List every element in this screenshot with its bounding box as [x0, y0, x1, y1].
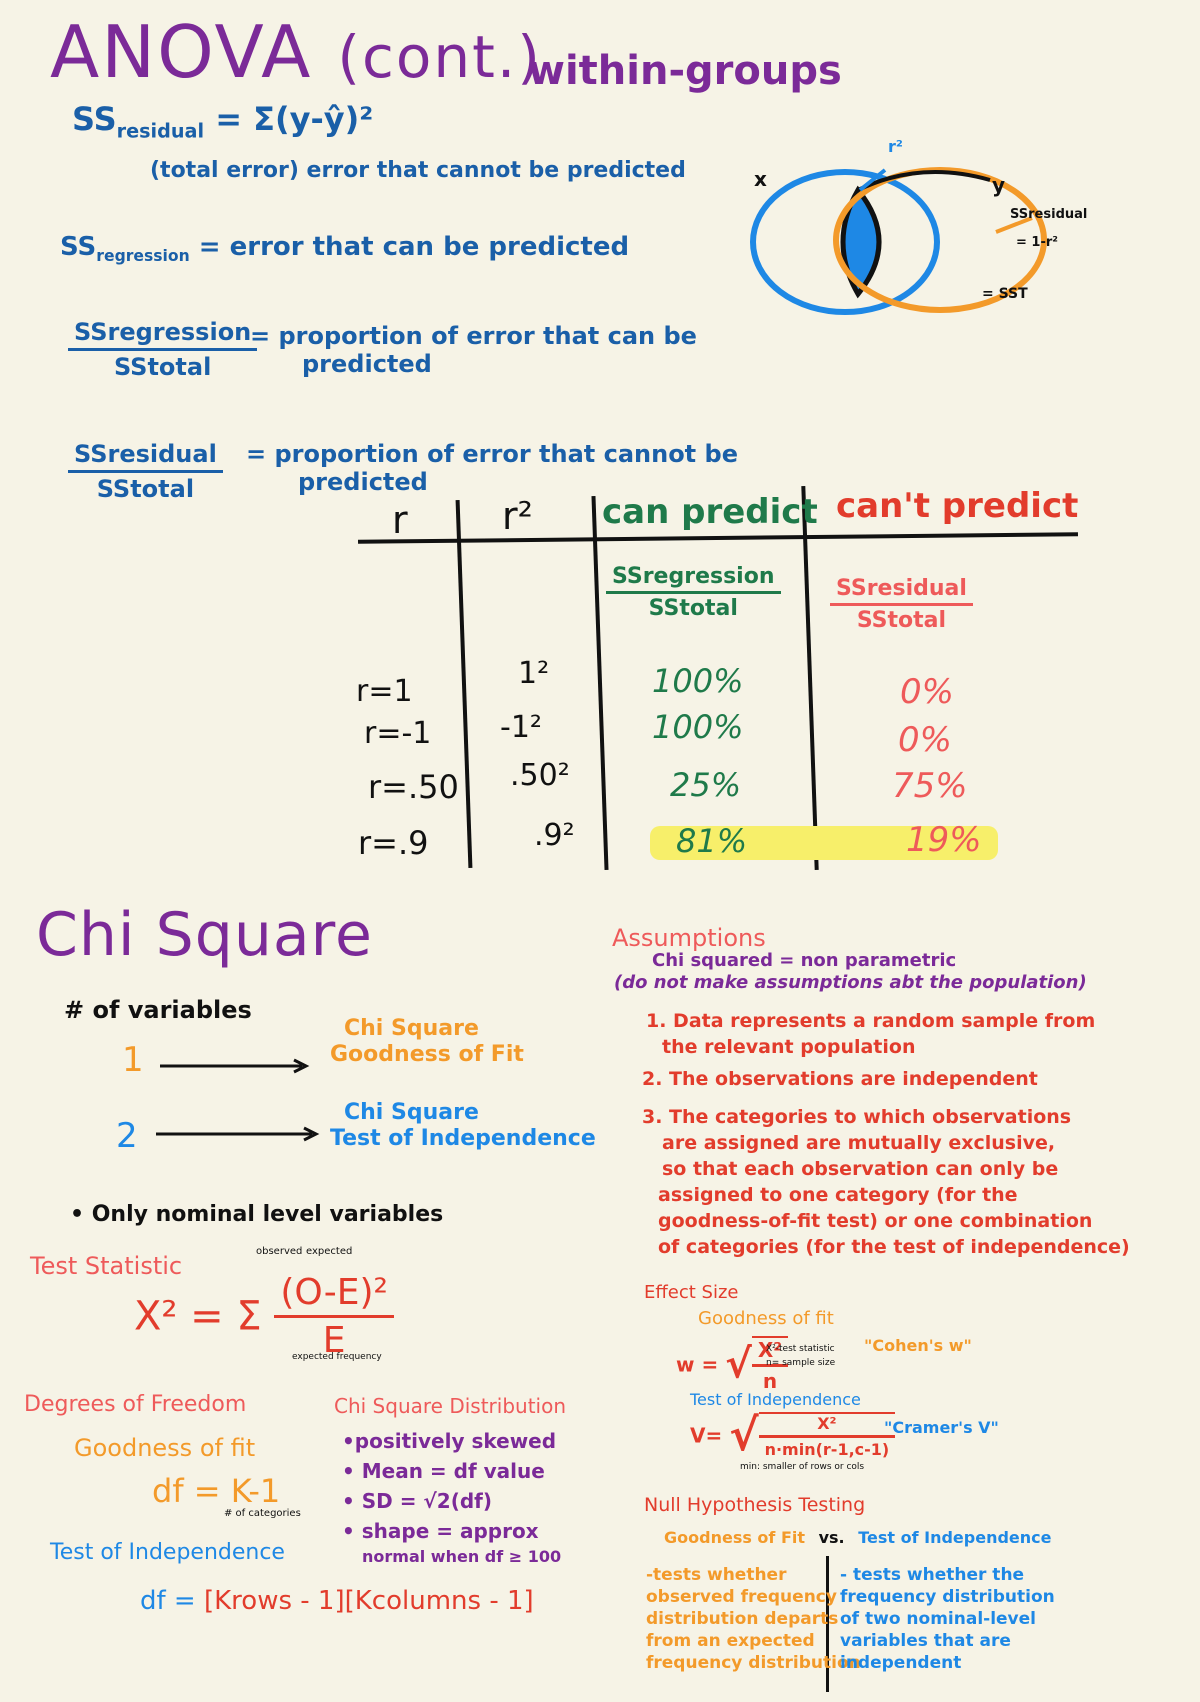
within-groups-label: within-groups [528, 48, 842, 94]
arrow-one [160, 1058, 312, 1078]
toi-df [140, 1586, 534, 1616]
fraction-2-num: SSresidual [68, 440, 223, 473]
cramers-v-formula [690, 1410, 895, 1461]
dist-item-2: • Mean = df value [342, 1459, 545, 1483]
assumptions-line-1: Chi squared = non parametric [652, 950, 957, 971]
assumption-3b: are assigned are mutually exclusive, [662, 1132, 1056, 1154]
table-row-2-can: 100% [652, 708, 744, 746]
ss-residual-formula [72, 100, 373, 142]
venn-x-label: x [754, 167, 767, 191]
dist-item-5: normal when df ≥ 100 [362, 1547, 562, 1566]
header-r2: r² [502, 494, 533, 538]
dist-item-3: • SD = √2(df) [342, 1489, 492, 1513]
v-num: X² [759, 1414, 896, 1438]
w-note-2: n= sample size [766, 1358, 836, 1368]
null-hypothesis-title: Null Hypothesis Testing [644, 1494, 866, 1516]
can-fraction-frac [606, 564, 781, 621]
cant-fraction-num: SSresidual [830, 576, 973, 606]
table-col-rule-3 [801, 486, 818, 870]
null-toi: Test of Independence [858, 1528, 1052, 1547]
fraction-1-text [250, 322, 697, 378]
ss-residual-sub: residual [116, 119, 205, 143]
arrow-one-icon [160, 1058, 312, 1074]
effect-gof-label: Goodness of fit [698, 1308, 834, 1329]
table-row-1-can: 100% [652, 662, 744, 700]
degrees-freedom-label: Degrees of Freedom [24, 1392, 247, 1417]
null-right-2: frequency distribution [840, 1587, 1055, 1607]
fraction-residual-total [68, 440, 223, 503]
w-note-1: X²-test statistic [766, 1344, 835, 1354]
fraction-2-text [246, 440, 738, 496]
null-vs: vs. [818, 1528, 845, 1547]
chi-square-title: Chi Square [36, 900, 373, 970]
can-fraction-num: SSregression [606, 564, 781, 594]
null-left-3: distribution departs [646, 1609, 839, 1629]
two-target-2: Test of Independence [330, 1126, 596, 1151]
null-left-description [646, 1564, 861, 1674]
venn-ss-total-label: = SST [982, 286, 1028, 302]
effect-size-title: Effect Size [644, 1282, 739, 1303]
null-gof: Goodness of Fit [664, 1528, 806, 1547]
fraction-1-num: SSregression [68, 318, 257, 351]
cant-fraction-frac [830, 576, 973, 633]
ss-residual-rhs: = Σ(y-ŷ)² [215, 100, 374, 138]
assumption-1a: 1. Data represents a random sample from [646, 1010, 1096, 1032]
ss-residual-note: (total error) error that cannot be predicted [150, 158, 686, 183]
table-row-3-r2: .50² [510, 758, 570, 793]
v-frac [759, 1412, 896, 1459]
fraction-1-den: SStotal [113, 353, 212, 381]
null-right-description [840, 1564, 1055, 1674]
null-right-1: - tests whether the [840, 1565, 1025, 1585]
table-header-rule [358, 532, 1078, 544]
null-right-5: independent [840, 1653, 962, 1673]
observed-label: observed [256, 1246, 303, 1257]
anova-title-text: ANOVA [50, 10, 313, 94]
assumption-3f: of categories (for the test of independence) [658, 1236, 1130, 1258]
w-sqrt-icon: √ [725, 1341, 752, 1388]
null-left-5: frequency distribution [646, 1653, 861, 1673]
w-lhs: w = [676, 1352, 719, 1377]
table-row-4-can: 81% [676, 822, 748, 860]
header-cant-predict: can't predict [836, 486, 1079, 526]
w-notes [766, 1342, 835, 1370]
effect-toi-label: Test of Independence [690, 1390, 861, 1409]
one-target-1: Chi Square [344, 1016, 479, 1041]
ss-regression-formula [60, 232, 629, 265]
venn-diagram [740, 130, 1100, 330]
assumptions-title: Assumptions [612, 924, 766, 952]
table-col-rule-2 [591, 496, 608, 870]
assumption-1b: the relevant population [662, 1036, 916, 1058]
chi-formula-lhs: X² = Σ [134, 1293, 262, 1340]
table-row-4-r2: .9² [534, 818, 575, 853]
null-comparison-header [664, 1528, 1051, 1547]
table-row-2-r: r=-1 [364, 716, 432, 751]
num-variables-label: # of variables [64, 996, 252, 1024]
fraction-1 [68, 318, 257, 381]
table-row-3-can: 25% [670, 766, 742, 804]
assumptions-list [642, 1008, 1130, 1260]
can-fraction [606, 564, 781, 621]
v-note: min: smaller of rows or cols [740, 1462, 865, 1472]
two-target-1: Chi Square [344, 1100, 479, 1125]
assumption-3d: assigned to one category (for the [658, 1184, 1018, 1206]
fraction-1-text-1: = proportion of error that can be [250, 322, 697, 350]
table-col-rule-1 [456, 500, 473, 868]
null-right-4: variables that are [840, 1631, 1011, 1651]
fraction-2-den: SStotal [96, 475, 195, 503]
chi-formula [134, 1272, 394, 1361]
table-row-1-r2: 1² [518, 656, 550, 691]
cant-fraction [830, 576, 973, 633]
toi-df-lhs: df = [140, 1586, 196, 1616]
test-statistic-label: Test Statistic [30, 1252, 183, 1280]
assumptions-line-2: (do not make assumptions abt the population) [614, 972, 1087, 993]
cramers-v-name: "Cramer's V" [884, 1418, 999, 1437]
null-left-2: observed frequency [646, 1587, 837, 1607]
venn-one-minus-r2: = 1-r² [1016, 235, 1058, 250]
gof-df-note: # of categories [224, 1508, 301, 1519]
table-row-4-cant: 19% [906, 820, 982, 860]
ss-regression-rhs: = error that can be predicted [198, 232, 630, 262]
venn-ss-residual-label: SSresidual [1010, 207, 1088, 222]
header-can-predict: can predict [602, 492, 818, 532]
one-variable: 1 [122, 1040, 144, 1080]
arrow-two-icon [156, 1126, 322, 1142]
can-fraction-den: SStotal [648, 596, 738, 621]
null-right-3: of two nominal-level [840, 1609, 1036, 1629]
header-r: r [392, 498, 408, 542]
fraction-2 [68, 440, 223, 503]
anova-title [50, 10, 542, 94]
table-row-1-cant: 0% [900, 672, 954, 712]
ss-regression-lhs: SS [60, 232, 97, 262]
one-target-2: Goodness of Fit [330, 1042, 524, 1067]
ss-regression-sub: regression [96, 247, 190, 266]
v-sqrt-icon: √ [729, 1410, 759, 1461]
table-row-2-r2: -1² [500, 710, 542, 745]
assumption-3e: goodness-of-fit test) or one combination [658, 1210, 1093, 1232]
arrow-two [156, 1126, 322, 1146]
chi-formula-den: E [322, 1320, 346, 1361]
toi-df-rhs: [Krows - 1][Kcolumns - 1] [203, 1586, 534, 1616]
fraction-regression-total [68, 318, 257, 381]
table-row-4-r: r=.9 [358, 824, 429, 862]
two-target [330, 1100, 596, 1152]
venn-y-label: y [992, 173, 1006, 197]
table-row-1-r: r=1 [356, 674, 413, 709]
null-left-1: -tests whether [646, 1565, 787, 1585]
toi-label: Test of Independence [50, 1540, 285, 1565]
assumption-3c: so that each observation can only be [662, 1158, 1059, 1180]
fraction-1-text-2: predicted [302, 350, 432, 378]
chi-formula-frac [274, 1272, 394, 1361]
assumption-3a: 3. The categories to which observations [642, 1106, 1072, 1128]
null-left-4: from an expected [646, 1631, 815, 1651]
ss-residual-lhs: SS [72, 100, 117, 138]
chi-distribution-list [342, 1426, 561, 1568]
gof-df: df = K-1 [152, 1472, 281, 1510]
table-row-3-r: r=.50 [368, 768, 459, 806]
chi-formula-num: (O-E)² [274, 1272, 394, 1318]
v-den: n·min(r-1,c-1) [764, 1440, 890, 1459]
v-lhs: V= [690, 1423, 723, 1448]
fraction-2-text-2: predicted [298, 468, 428, 496]
w-num: X² [752, 1338, 788, 1367]
two-variables: 2 [116, 1116, 138, 1156]
table-row-2-cant: 0% [898, 720, 952, 760]
dist-item-1: •positively skewed [342, 1429, 557, 1453]
cant-fraction-den: SStotal [856, 608, 947, 633]
assumption-2: 2. The observations are independent [642, 1068, 1038, 1090]
expected-label: expected [306, 1246, 353, 1257]
nominal-note: • Only nominal level variables [70, 1202, 444, 1227]
gof-label: Goodness of fit [74, 1434, 256, 1462]
anova-title-paren: (cont.) [337, 23, 542, 91]
cohens-w-name: "Cohen's w" [864, 1336, 972, 1355]
one-target [330, 1016, 524, 1068]
w-den: n [762, 1369, 778, 1393]
expected-frequency-note: expected frequency [292, 1352, 382, 1362]
dist-item-4: • shape = approx [342, 1519, 539, 1543]
table-row-3-cant: 75% [892, 766, 968, 806]
chi-distribution-label: Chi Square Distribution [334, 1394, 567, 1418]
fraction-2-text-1: = proportion of error that cannot be [246, 440, 738, 468]
venn-r2-label: r² [888, 137, 903, 156]
